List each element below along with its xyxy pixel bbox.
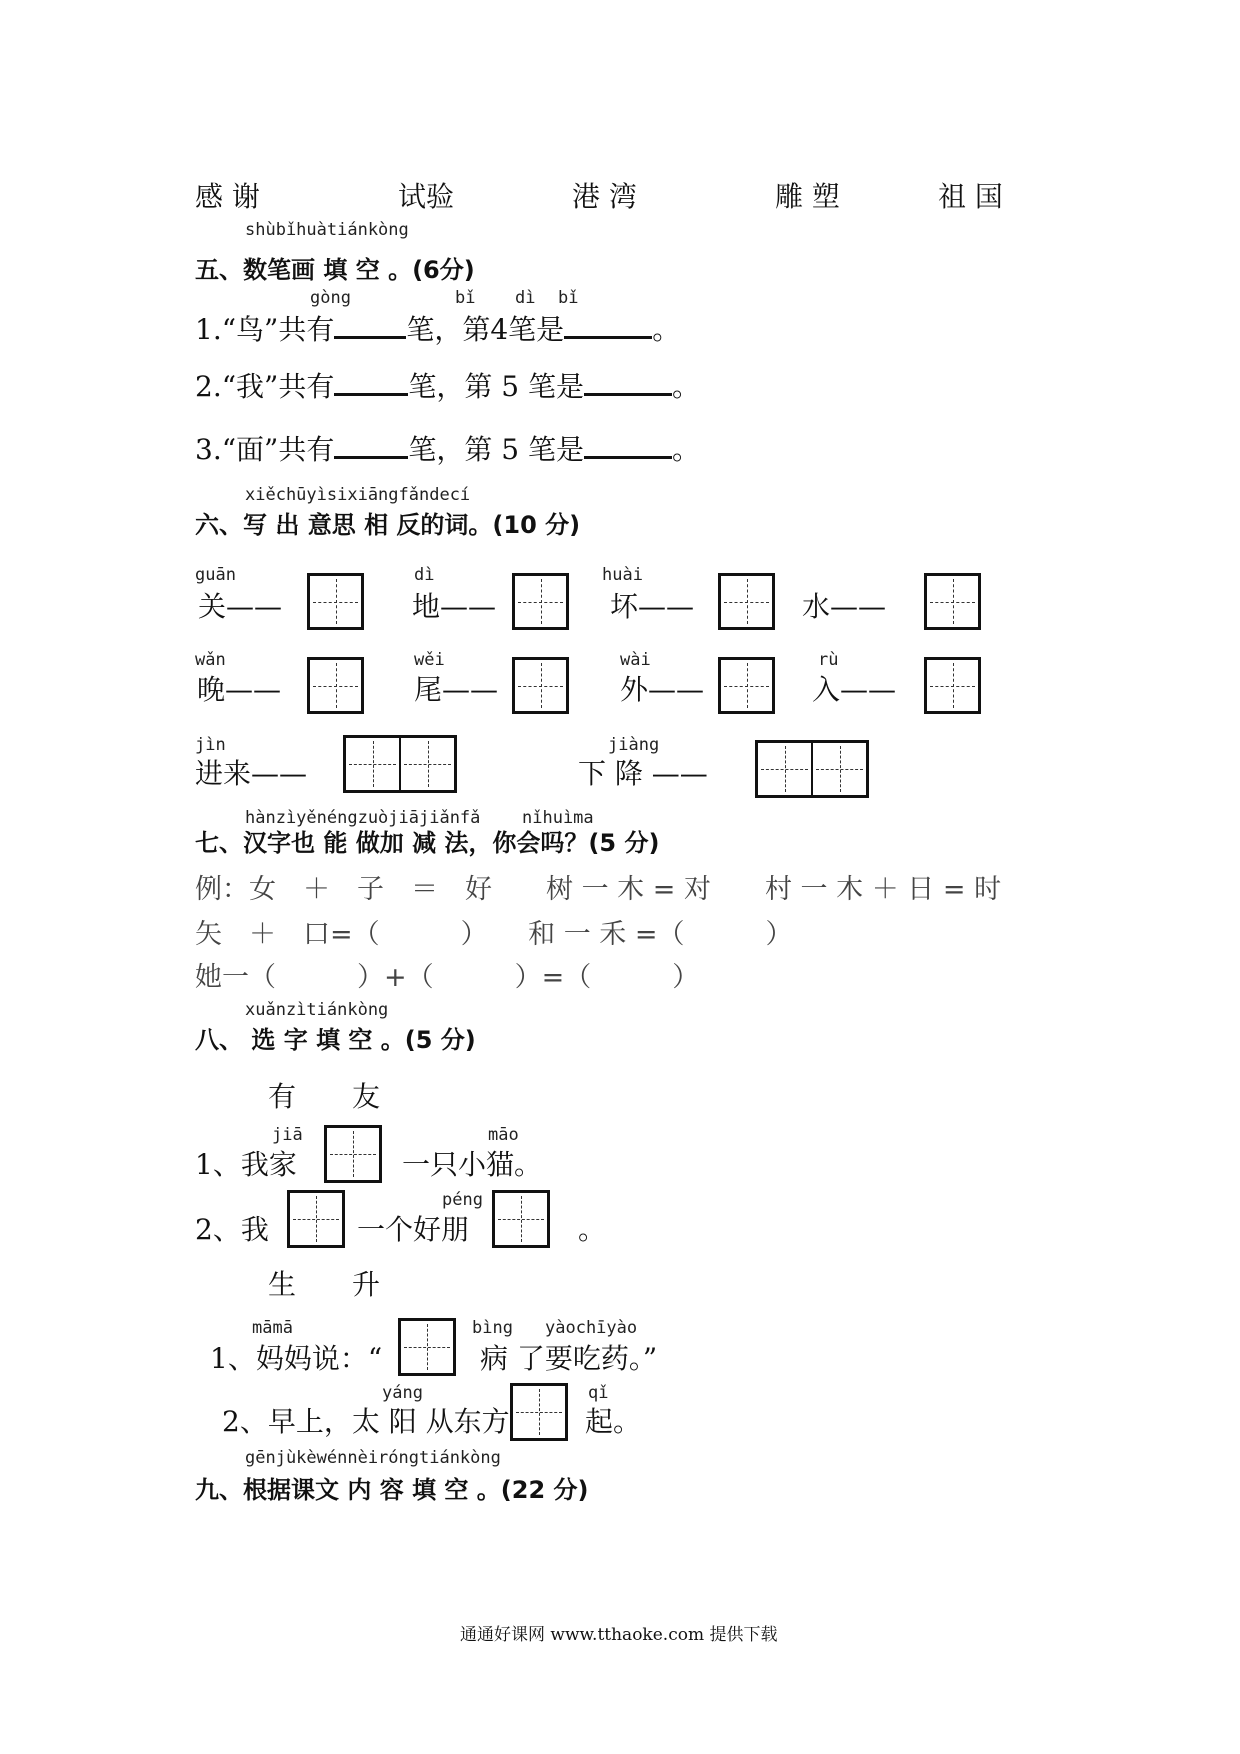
writing-box-double[interactable] (755, 740, 869, 798)
sec7-line-2: 矢 ＋ 口=（ ） 和 一 禾 =（ ） (195, 919, 793, 950)
sec8-pinyin: xuǎnzìtiánkòng (245, 1000, 389, 1020)
sec9-heading: 九、根据课文 内 容 填 空 。(22 分) (195, 1476, 589, 1504)
sec5-item-3: 3.“面”共有 笔，第 5 笔是 。 (195, 428, 700, 468)
sec9-pinyin: gēnjùkèwénnèiróngtiánkòng (245, 1448, 501, 1468)
sec6-r1-ch-2: 地—— (412, 590, 497, 623)
writing-box[interactable] (307, 657, 364, 714)
sec6-r1-py-3: huài (602, 565, 643, 585)
writing-box-double[interactable] (343, 735, 457, 793)
sec6-r3-py-1: jìn (195, 735, 226, 755)
writing-box[interactable] (718, 657, 775, 714)
sec6-r3-py-2: jiàng (608, 735, 660, 755)
writing-box[interactable] (924, 657, 981, 714)
writing-box[interactable] (324, 1125, 382, 1183)
writing-box[interactable] (718, 573, 775, 630)
sec6-r1-ch-1: 关—— (198, 590, 283, 623)
sec6-heading: 六、写 出 意思 相 反的词。(10 分) (195, 511, 581, 539)
sec5-heading: 五、数笔画 填 空 。(6分) (195, 256, 475, 284)
q1-text-a: 1、我家 (195, 1148, 297, 1181)
q2-text-a: 2、我 (195, 1213, 269, 1246)
q4-text-b: 起。 (585, 1405, 642, 1438)
top-word-3: 港 湾 (572, 180, 637, 213)
q3-text-b: 病 了要吃药。” (480, 1342, 658, 1375)
q4-text-a: 2、早上，太 阳 从东方 (222, 1405, 510, 1438)
sec6-r2-ch-2: 尾—— (414, 673, 499, 706)
sec5-pinyin-bi2: bǐ (558, 288, 579, 308)
sec6-r3-ch-1: 进来—— (195, 757, 308, 790)
sec7-example: 例：女 ＋ 子 ＝ 好 树 一 木 = 对 村 一 木 ＋ 日 = 时 (195, 874, 1002, 905)
sec5-item-2: 2.“我”共有 笔，第 5 笔是 。 (195, 365, 700, 405)
sec6-r2-py-3: wài (620, 650, 651, 670)
footer-watermark: 通通好课网 www.tthaoke.com 提供下载 (460, 1625, 778, 1645)
answer-blank[interactable] (334, 310, 406, 339)
writing-box[interactable] (510, 1383, 568, 1441)
q1-pinyin-mao: māo (488, 1125, 519, 1145)
sec6-r2-ch-1: 晚—— (197, 673, 282, 706)
q1-pinyin-jia: jiā (272, 1125, 303, 1145)
writing-box[interactable] (398, 1318, 456, 1376)
q2-pinyin-peng: péng (442, 1190, 483, 1210)
sec8-heading: 八、 选 字 填 空 。(5 分) (195, 1026, 476, 1054)
answer-blank[interactable] (334, 367, 408, 396)
sec6-r1-ch-4: 水—— (802, 590, 887, 623)
sec6-r2-ch-3: 外—— (620, 673, 705, 706)
sec7-heading: 七、汉字也 能 做加 减 法，你会吗？(5 分) (195, 829, 660, 857)
sec6-r2-py-4: rù (818, 650, 839, 670)
sec5-pinyin: shùbǐhuàtiánkòng (245, 220, 409, 240)
writing-box[interactable] (924, 573, 981, 630)
q3-pinyin-yao: yàochīyào (545, 1318, 638, 1338)
q3-pinyin-mama: māmā (252, 1318, 293, 1338)
sec6-r2-py-2: wěi (414, 650, 445, 670)
writing-box[interactable] (307, 573, 364, 630)
top-word-1: 感 谢 (195, 180, 260, 213)
sec6-r3-ch-2: 下 降 —— (578, 757, 708, 790)
sec8-choices-1: 有 友 (268, 1080, 381, 1113)
sec7-pinyin-2: nǐhuìma (522, 808, 594, 828)
writing-box[interactable] (287, 1190, 345, 1248)
q4-pinyin-qi: qǐ (588, 1383, 609, 1403)
sec7-line-3: 她一（ ）+（ ）=（ ） (195, 962, 700, 993)
sec5-pinyin-di: dì (515, 288, 536, 308)
writing-box[interactable] (512, 657, 569, 714)
top-word-5: 祖 国 (938, 180, 1003, 213)
q4-pinyin-yang: yáng (382, 1383, 423, 1403)
sec6-r1-ch-3: 坏—— (610, 590, 695, 623)
writing-box[interactable] (512, 573, 569, 630)
answer-blank[interactable] (584, 367, 672, 396)
sec5-pinyin-bi1: bǐ (455, 288, 476, 308)
sec8-choices-2: 生 升 (268, 1268, 381, 1301)
sec5-pinyin-gong: gòng (310, 288, 351, 308)
sec6-r2-ch-4: 入—— (812, 673, 897, 706)
answer-blank[interactable] (334, 430, 408, 459)
sec6-r1-py-2: dì (414, 565, 435, 585)
q2-text-c: 。 (578, 1213, 607, 1246)
sec7-pinyin-1: hànzìyěnéngzuòjiājiǎnfǎ (245, 808, 481, 828)
writing-box[interactable] (492, 1190, 550, 1248)
top-word-2: 试验 (398, 180, 455, 213)
q3-pinyin-bing: bìng (472, 1318, 513, 1338)
sec6-pinyin: xiěchūyìsixiāngfǎndecí (245, 485, 471, 505)
q2-text-b: 一个好朋 (357, 1213, 470, 1246)
top-word-4: 雕 塑 (775, 180, 840, 213)
sec6-r2-py-1: wǎn (195, 650, 226, 670)
sec5-item-1: 1.“鸟”共有 笔，第4笔是 。 (195, 308, 680, 348)
sec6-r1-py-1: guān (195, 565, 236, 585)
q3-text-a: 1、妈妈说：“ (210, 1342, 383, 1375)
answer-blank[interactable] (564, 310, 652, 339)
q1-text-b: 一只小猫。 (402, 1148, 543, 1181)
answer-blank[interactable] (584, 430, 672, 459)
